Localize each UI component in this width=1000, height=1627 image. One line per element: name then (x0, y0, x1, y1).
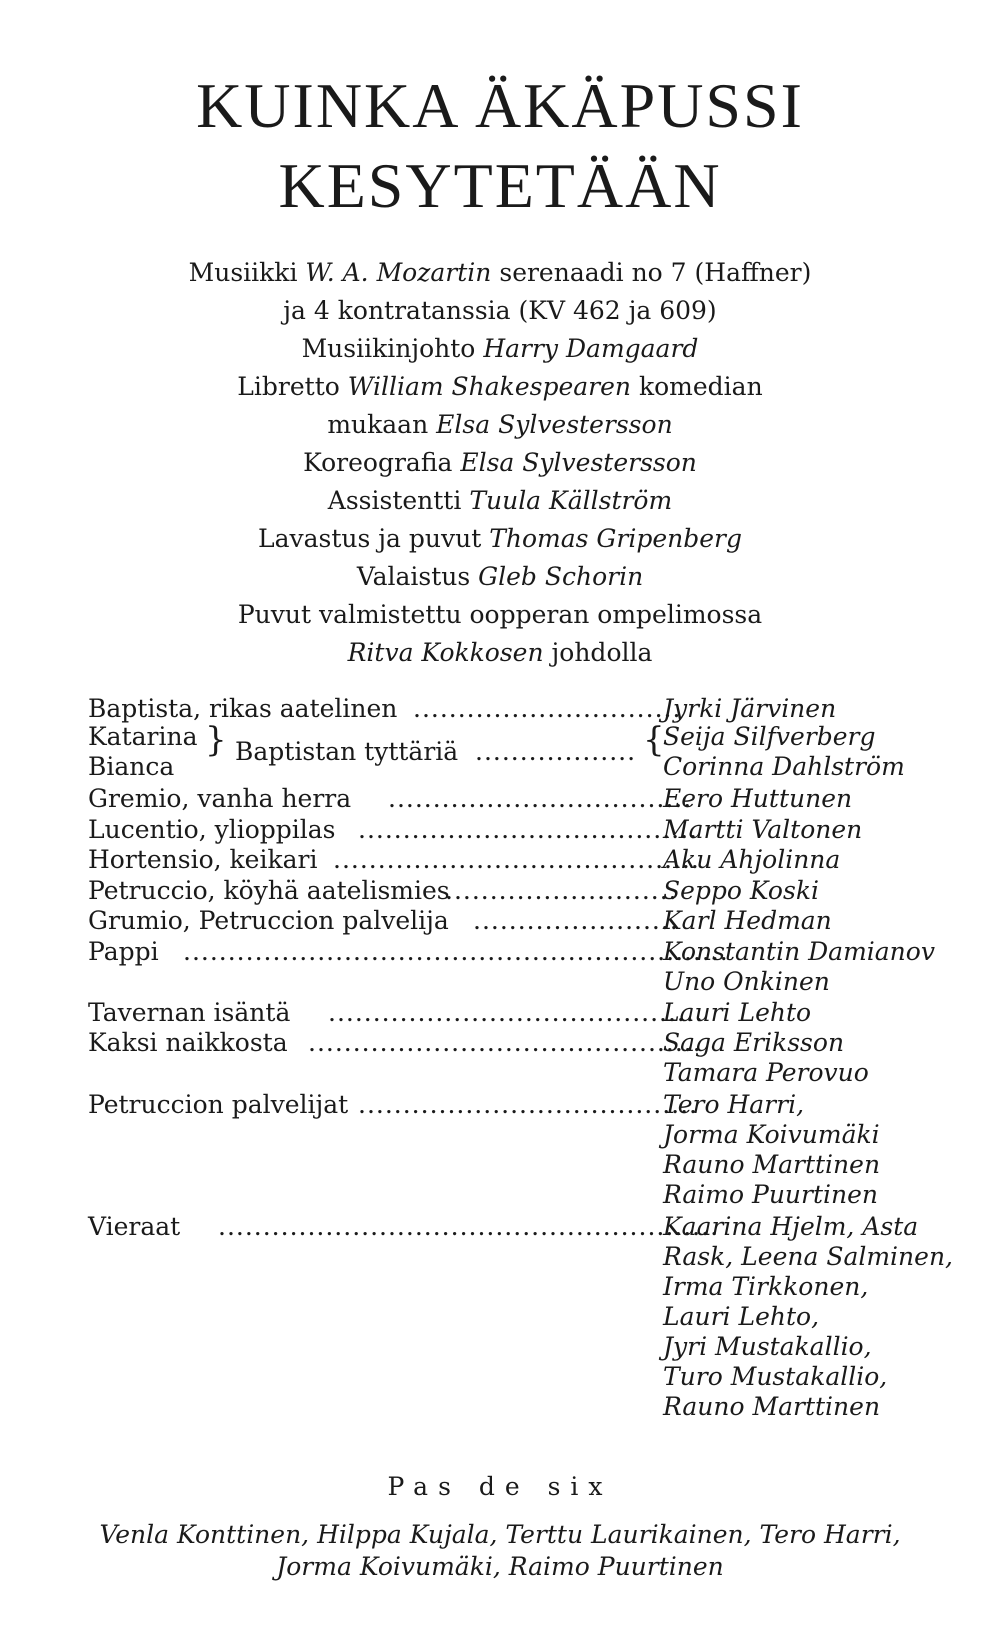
credit-contradances: ja 4 kontratanssia (KV 462 ja 609) (283, 296, 717, 325)
leader-dots: .......................................... (328, 998, 704, 1027)
leader-dots: ............................................................. (183, 937, 729, 966)
cast-row-vieraat-4: Lauri Lehto, (663, 1302, 820, 1331)
credit-libretto-author: mukaan Elsa Sylvestersson (327, 410, 673, 439)
cast-row-vieraat-2: Rask, Leena Salminen, (663, 1242, 953, 1271)
credit-choreography: Koreografia Elsa Sylvestersson (303, 448, 697, 477)
cast-row-palvelijat: Petruccion palvelijat ...................................... Tero Harri, (88, 1090, 805, 1119)
cast-row-naikkosta-2: Tamara Perovuo (663, 1058, 869, 1087)
credit-set-costumes: Lavastus ja puvut Thomas Gripenberg (257, 524, 743, 553)
leader-dots: ......................................... (333, 845, 700, 874)
credit-libretto: Libretto William Shakespearen komedian (237, 372, 763, 401)
leader-dots: ...................................... (358, 1090, 698, 1119)
credit-costume-workshop: Puvut valmistettu oopperan ompelimossa (237, 600, 763, 629)
credit-music: Musiikki W. A. Mozartin serenaadi no 7 (Haffner) (188, 258, 812, 287)
leader-dots: ...................................... (358, 815, 698, 844)
cast-row-naikkosta: Kaksi naikkosta ............................................ Saga Eriksson (88, 1028, 845, 1057)
pas-de-six-dancers-line-1: Venla Konttinen, Hilppa Kujala, Terttu Laurikainen, Tero Harri, (99, 1520, 901, 1549)
cast-row-hortensio: Hortensio, keikari ......................................... Aku Ahjolinna (88, 845, 841, 874)
title-line-1: KUINKA ÄKÄPUSSI (196, 70, 804, 141)
leader-dots: .................................. (388, 784, 693, 813)
cast-row-palvelijat-2: Jorma Koivumäki (663, 1120, 880, 1149)
cast-row-bianca: Bianca Corinna Dahlström (88, 752, 905, 781)
cast-row-vieraat: Vieraat ........................................................ Kaarina Hjelm, Asta (88, 1212, 919, 1241)
pas-de-six-heading: Pas de six (387, 1472, 613, 1501)
cast-row-vieraat-5: Jyri Mustakallio, (663, 1332, 872, 1361)
cast-row-katarina: Katarina Seija Silfverberg (88, 722, 876, 751)
cast-row-vieraat-6: Turo Mustakallio, (663, 1362, 888, 1391)
credit-music-director: Musiikinjohto Harry Damgaard (301, 334, 699, 363)
right-brace: { (643, 720, 665, 760)
cast-row-pappi: Pappi ............................................................. Konstantin Damianov (88, 937, 935, 966)
leader-dots: .......................... (445, 876, 678, 905)
leader-dots: ............................................ (308, 1028, 702, 1057)
cast-row-vieraat-7: Rauno Marttinen (663, 1392, 881, 1421)
cast-row-palvelijat-3: Rauno Marttinen (663, 1150, 881, 1179)
left-brace: } (205, 720, 227, 760)
cast-row-palvelijat-4: Raimo Puurtinen (663, 1180, 879, 1209)
credit-workshop-lead: Ritva Kokkosen johdolla (347, 638, 653, 667)
credit-lighting: Valaistus Gleb Schorin (356, 562, 644, 591)
cast-row-pappi-2: Uno Onkinen (663, 967, 830, 996)
cast-row-baptista: Baptista, rikas aatelinen .............................. Jyrki Järvinen (88, 694, 837, 723)
cast-row-grumio: Grumio, Petruccion palvelija ....................... Karl Hedman (88, 906, 832, 935)
pas-de-six-dancers-line-2: Jorma Koivumäki, Raimo Puurtinen (276, 1552, 724, 1581)
leader-dots: ....................... (473, 906, 679, 935)
cast-row-petruccio: Petruccio, köyhä aatelismies .......................... Seppo Koski (88, 876, 819, 905)
daughters-label-row: Baptistan tyttäriä .................. (235, 737, 637, 766)
cast-row-gremio: Gremio, vanha herra .................................. Eero Huttunen (88, 784, 853, 813)
credit-assistant: Assistentti Tuula Källström (327, 486, 673, 515)
leader-dots: .............................. (413, 694, 682, 723)
cast-row-lucentio: Lucentio, ylioppilas ...................................... Martti Valtonen (88, 815, 863, 844)
leader-dots: .................. (475, 737, 637, 766)
cast-row-tavernan: Tavernan isäntä .......................................... Lauri Lehto (88, 998, 812, 1027)
title-line-2: KESYTETÄÄN (278, 150, 722, 221)
cast-row-vieraat-3: Irma Tirkkonen, (663, 1272, 869, 1301)
leader-dots: ........................................................ (218, 1212, 720, 1241)
